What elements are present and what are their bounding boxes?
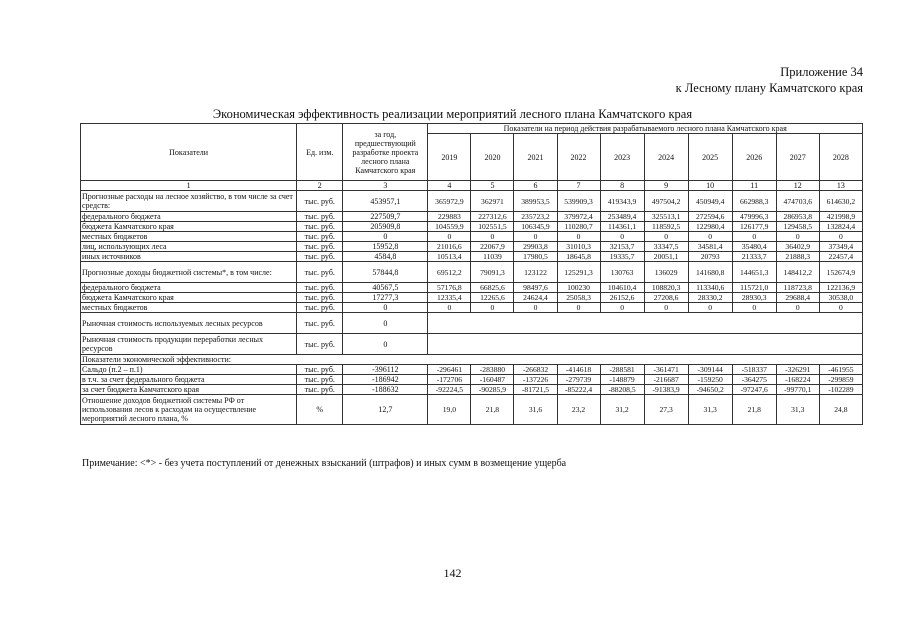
- table-row: [81, 191, 863, 212]
- value-cell: 118723,8: [776, 283, 819, 293]
- table-row: [81, 334, 863, 355]
- page-number: 142: [443, 566, 462, 580]
- value-cell: 21,8: [732, 395, 776, 425]
- value-cell: 104559,9: [428, 222, 471, 232]
- value-cell: -148879: [600, 375, 644, 385]
- value-cell: 18645,8: [557, 252, 600, 262]
- value-cell: -91383,9: [644, 385, 688, 395]
- value-cell: -85222,4: [557, 385, 600, 395]
- header-year: 2021: [514, 134, 557, 181]
- value-cell: 286953,8: [776, 212, 819, 222]
- value-cell: 0: [776, 303, 819, 313]
- row-unit: тыс. руб.: [297, 212, 343, 222]
- value-cell: 0: [514, 303, 557, 313]
- column-number: 4: [428, 181, 471, 191]
- value-cell: 113340,6: [688, 283, 732, 293]
- value-cell: -216687: [644, 375, 688, 385]
- value-cell: 272594,6: [688, 212, 732, 222]
- value-cell: 104610,4: [600, 283, 644, 293]
- table-row: [81, 303, 863, 313]
- value-cell: -88208,5: [600, 385, 644, 395]
- row-label: иных источников: [81, 252, 297, 262]
- value-cell: 57176,8: [428, 283, 471, 293]
- value-cell: 0: [644, 303, 688, 313]
- row-label: Показатели экономической эффективности:: [81, 355, 863, 365]
- column-number: 12: [776, 181, 819, 191]
- column-number: 1: [81, 181, 297, 191]
- row-label: Прогнозные расходы на лесное хозяйство, в том числе за счет средств:: [81, 191, 297, 212]
- header-year: 2025: [688, 134, 732, 181]
- row-label: Рыночная стоимость продукции переработки лесных ресурсов: [81, 334, 297, 355]
- value-cell: 22457,4: [819, 252, 862, 262]
- column-number: 8: [600, 181, 644, 191]
- value-cell: 0: [819, 232, 862, 242]
- row-unit: тыс. руб.: [297, 334, 343, 355]
- value-cell: -97247,6: [732, 385, 776, 395]
- value-cell: 24,8: [819, 395, 862, 425]
- value-cell: 34581,4: [688, 242, 732, 252]
- value-cell: 253489,4: [600, 212, 644, 222]
- table-row: [81, 212, 863, 222]
- value-cell: 36402,9: [776, 242, 819, 252]
- table-row: [81, 293, 863, 303]
- row-unit: тыс. руб.: [297, 303, 343, 313]
- empty-values-cell: [428, 334, 863, 355]
- table-row: [81, 375, 863, 385]
- value-cell: 539909,3: [557, 191, 600, 212]
- row-base-value: 0: [343, 232, 428, 242]
- value-cell: 20051,1: [644, 252, 688, 262]
- value-cell: 31,2: [600, 395, 644, 425]
- value-cell: 132824,4: [819, 222, 862, 232]
- table-row: [81, 395, 863, 425]
- row-base-value: 453957,1: [343, 191, 428, 212]
- value-cell: 130763: [600, 262, 644, 283]
- table-row: [81, 242, 863, 252]
- row-label: Сальдо (п.2 – п.1): [81, 365, 297, 375]
- value-cell: 0: [688, 232, 732, 242]
- table-row: [81, 385, 863, 395]
- header-period: Показатели на период действия разрабатываемого лесного плана Камчатского края: [428, 124, 863, 134]
- table-row: [81, 232, 863, 242]
- row-unit: тыс. руб.: [297, 375, 343, 385]
- row-base-value: 0: [343, 334, 428, 355]
- value-cell: 19,0: [428, 395, 471, 425]
- table-row: [81, 365, 863, 375]
- value-cell: 0: [471, 232, 514, 242]
- value-cell: 10513,4: [428, 252, 471, 262]
- value-cell: 325513,1: [644, 212, 688, 222]
- row-label: местных бюджетов: [81, 303, 297, 313]
- table-row: [81, 355, 863, 365]
- row-label: Отношение доходов бюджетной системы РФ от использования лесов к расходам на осуществление мероприятий лесного плана, %: [81, 395, 297, 425]
- value-cell: 421998,9: [819, 212, 862, 222]
- value-cell: 28330,2: [688, 293, 732, 303]
- value-cell: 23,2: [557, 395, 600, 425]
- value-cell: 11039: [471, 252, 514, 262]
- value-cell: 69512,2: [428, 262, 471, 283]
- header-year: 2019: [428, 134, 471, 181]
- value-cell: 122136,9: [819, 283, 862, 293]
- header-year: 2026: [732, 134, 776, 181]
- row-base-value: -186942: [343, 375, 428, 385]
- value-cell: 235723,2: [514, 212, 557, 222]
- row-base-value: 17277,3: [343, 293, 428, 303]
- value-cell: 22067,9: [471, 242, 514, 252]
- row-label: в т.ч. за счет федерального бюджета: [81, 375, 297, 385]
- row-label: федерального бюджета: [81, 283, 297, 293]
- row-unit: тыс. руб.: [297, 385, 343, 395]
- column-number: 6: [514, 181, 557, 191]
- value-cell: -414618: [557, 365, 600, 375]
- value-cell: 17980,5: [514, 252, 557, 262]
- value-cell: 419343,9: [600, 191, 644, 212]
- table-row: [81, 252, 863, 262]
- value-cell: 37349,4: [819, 242, 862, 252]
- value-cell: 79091,3: [471, 262, 514, 283]
- value-cell: -102289: [819, 385, 862, 395]
- row-unit: %: [297, 395, 343, 425]
- table-title: Экономическая эффективность реализации мероприятий лесного плана Камчатского края: [212, 107, 693, 121]
- row-label: федерального бюджета: [81, 212, 297, 222]
- value-cell: 0: [819, 303, 862, 313]
- value-cell: -279739: [557, 375, 600, 385]
- value-cell: 24624,4: [514, 293, 557, 303]
- value-cell: 102551,5: [471, 222, 514, 232]
- value-cell: 19335,7: [600, 252, 644, 262]
- row-base-value: 12,7: [343, 395, 428, 425]
- value-cell: -326291: [776, 365, 819, 375]
- value-cell: 362971: [471, 191, 514, 212]
- value-cell: 20793: [688, 252, 732, 262]
- value-cell: 662988,3: [732, 191, 776, 212]
- appendix-number: Приложение 34: [780, 65, 863, 79]
- row-unit: тыс. руб.: [297, 313, 343, 334]
- value-cell: 27208,6: [644, 293, 688, 303]
- value-cell: 152674,9: [819, 262, 862, 283]
- table-row: [81, 313, 863, 334]
- header-prev-year: за год, предшествующий разработке проекта лесного плана Камчатского края: [343, 124, 428, 181]
- column-number: 11: [732, 181, 776, 191]
- value-cell: 98497,6: [514, 283, 557, 293]
- value-cell: 32153,7: [600, 242, 644, 252]
- header-year: 2023: [600, 134, 644, 181]
- row-unit: тыс. руб.: [297, 222, 343, 232]
- row-unit: тыс. руб.: [297, 262, 343, 283]
- value-cell: 12265,6: [471, 293, 514, 303]
- value-cell: 30538,0: [819, 293, 862, 303]
- header-year: 2028: [819, 134, 862, 181]
- row-unit: тыс. руб.: [297, 252, 343, 262]
- header-year: 2027: [776, 134, 819, 181]
- value-cell: 31,6: [514, 395, 557, 425]
- row-base-value: 0: [343, 303, 428, 313]
- value-cell: 227312,6: [471, 212, 514, 222]
- value-cell: 0: [514, 232, 557, 242]
- value-cell: 614630,2: [819, 191, 862, 212]
- column-number: 3: [343, 181, 428, 191]
- value-cell: 108820,3: [644, 283, 688, 293]
- appendix-subtitle: к Лесному плану Камчатского края: [675, 81, 863, 95]
- value-cell: 114361,1: [600, 222, 644, 232]
- value-cell: -99770,1: [776, 385, 819, 395]
- value-cell: 0: [600, 232, 644, 242]
- row-base-value: 4584,8: [343, 252, 428, 262]
- value-cell: 450949,4: [688, 191, 732, 212]
- row-unit: тыс. руб.: [297, 365, 343, 375]
- value-cell: 12335,4: [428, 293, 471, 303]
- value-cell: 122980,4: [688, 222, 732, 232]
- row-base-value: 227509,7: [343, 212, 428, 222]
- value-cell: -81721,5: [514, 385, 557, 395]
- column-number: 2: [297, 181, 343, 191]
- value-cell: 0: [732, 232, 776, 242]
- value-cell: 0: [428, 303, 471, 313]
- row-unit: тыс. руб.: [297, 283, 343, 293]
- value-cell: 0: [688, 303, 732, 313]
- value-cell: 118592,5: [644, 222, 688, 232]
- value-cell: -137226: [514, 375, 557, 385]
- value-cell: 0: [428, 232, 471, 242]
- header-unit: Ед. изм.: [297, 124, 343, 181]
- table-row: [81, 283, 863, 293]
- row-label: бюджета Камчатского края: [81, 222, 297, 232]
- row-label: Прогнозные доходы бюджетной системы*, в том числе:: [81, 262, 297, 283]
- column-number: 7: [557, 181, 600, 191]
- value-cell: -90285,9: [471, 385, 514, 395]
- value-cell: 379972,4: [557, 212, 600, 222]
- value-cell: -172706: [428, 375, 471, 385]
- value-cell: 115721,0: [732, 283, 776, 293]
- row-base-value: -188632: [343, 385, 428, 395]
- header-year: 2024: [644, 134, 688, 181]
- row-unit: тыс. руб.: [297, 293, 343, 303]
- value-cell: -92224,5: [428, 385, 471, 395]
- row-base-value: 15952,8: [343, 242, 428, 252]
- value-cell: 126177,9: [732, 222, 776, 232]
- value-cell: 0: [600, 303, 644, 313]
- row-base-value: 40567,5: [343, 283, 428, 293]
- value-cell: 144651,3: [732, 262, 776, 283]
- value-cell: 125291,3: [557, 262, 600, 283]
- value-cell: 110280,7: [557, 222, 600, 232]
- footnote: Примечание: <*> - без учета поступлений от денежных взысканий (штрафов) и иных сумм в возмещение ущерба: [82, 458, 567, 469]
- value-cell: 21333,7: [732, 252, 776, 262]
- value-cell: -160487: [471, 375, 514, 385]
- row-base-value: 57844,8: [343, 262, 428, 283]
- value-cell: 0: [471, 303, 514, 313]
- value-cell: 26152,6: [600, 293, 644, 303]
- row-label: за счет бюджета Камчатского края: [81, 385, 297, 395]
- value-cell: 136029: [644, 262, 688, 283]
- header-year: 2022: [557, 134, 600, 181]
- value-cell: -299859: [819, 375, 862, 385]
- value-cell: 229883: [428, 212, 471, 222]
- value-cell: 0: [557, 303, 600, 313]
- table-row: [81, 262, 863, 283]
- value-cell: -518337: [732, 365, 776, 375]
- value-cell: 33347,5: [644, 242, 688, 252]
- value-cell: 0: [732, 303, 776, 313]
- row-unit: тыс. руб.: [297, 191, 343, 212]
- value-cell: 0: [776, 232, 819, 242]
- value-cell: 28930,3: [732, 293, 776, 303]
- value-cell: 21888,3: [776, 252, 819, 262]
- value-cell: 31,3: [776, 395, 819, 425]
- value-cell: 129458,5: [776, 222, 819, 232]
- column-number: 5: [471, 181, 514, 191]
- value-cell: 497504,2: [644, 191, 688, 212]
- column-number: 13: [819, 181, 862, 191]
- row-base-value: 0: [343, 313, 428, 334]
- value-cell: 106345,9: [514, 222, 557, 232]
- value-cell: -361471: [644, 365, 688, 375]
- row-label: Рыночная стоимость используемых лесных ресурсов: [81, 313, 297, 334]
- value-cell: 35480,4: [732, 242, 776, 252]
- value-cell: -288581: [600, 365, 644, 375]
- column-number: 9: [644, 181, 688, 191]
- value-cell: 66825,6: [471, 283, 514, 293]
- value-cell: 365972,9: [428, 191, 471, 212]
- row-label: местных бюджетов: [81, 232, 297, 242]
- value-cell: 0: [644, 232, 688, 242]
- value-cell: 31010,3: [557, 242, 600, 252]
- value-cell: -296461: [428, 365, 471, 375]
- value-cell: 29903,8: [514, 242, 557, 252]
- value-cell: 0: [557, 232, 600, 242]
- row-label: лиц, использующих леса: [81, 242, 297, 252]
- value-cell: 27,3: [644, 395, 688, 425]
- header-indicators: Показатели: [81, 124, 297, 181]
- value-cell: 25058,3: [557, 293, 600, 303]
- table-row: [81, 222, 863, 232]
- value-cell: 21,8: [471, 395, 514, 425]
- value-cell: -94650,2: [688, 385, 732, 395]
- value-cell: 100230: [557, 283, 600, 293]
- empty-values-cell: [428, 313, 863, 334]
- value-cell: 141680,8: [688, 262, 732, 283]
- value-cell: 389953,5: [514, 191, 557, 212]
- value-cell: 29688,4: [776, 293, 819, 303]
- value-cell: -168224: [776, 375, 819, 385]
- value-cell: 479996,3: [732, 212, 776, 222]
- row-label: бюджета Камчатского края: [81, 293, 297, 303]
- value-cell: -364275: [732, 375, 776, 385]
- row-base-value: 205909,8: [343, 222, 428, 232]
- value-cell: 123122: [514, 262, 557, 283]
- appendix-header: [676, 64, 863, 96]
- value-cell: -159250: [688, 375, 732, 385]
- header-year: 2020: [471, 134, 514, 181]
- row-unit: тыс. руб.: [297, 242, 343, 252]
- value-cell: 31,3: [688, 395, 732, 425]
- value-cell: -461955: [819, 365, 862, 375]
- column-number: 10: [688, 181, 732, 191]
- value-cell: 474703,6: [776, 191, 819, 212]
- economic-efficiency-table: [80, 123, 863, 425]
- value-cell: -266832: [514, 365, 557, 375]
- row-base-value: -396112: [343, 365, 428, 375]
- value-cell: -309144: [688, 365, 732, 375]
- value-cell: -283880: [471, 365, 514, 375]
- value-cell: 21016,6: [428, 242, 471, 252]
- value-cell: 148412,2: [776, 262, 819, 283]
- row-unit: тыс. руб.: [297, 232, 343, 242]
